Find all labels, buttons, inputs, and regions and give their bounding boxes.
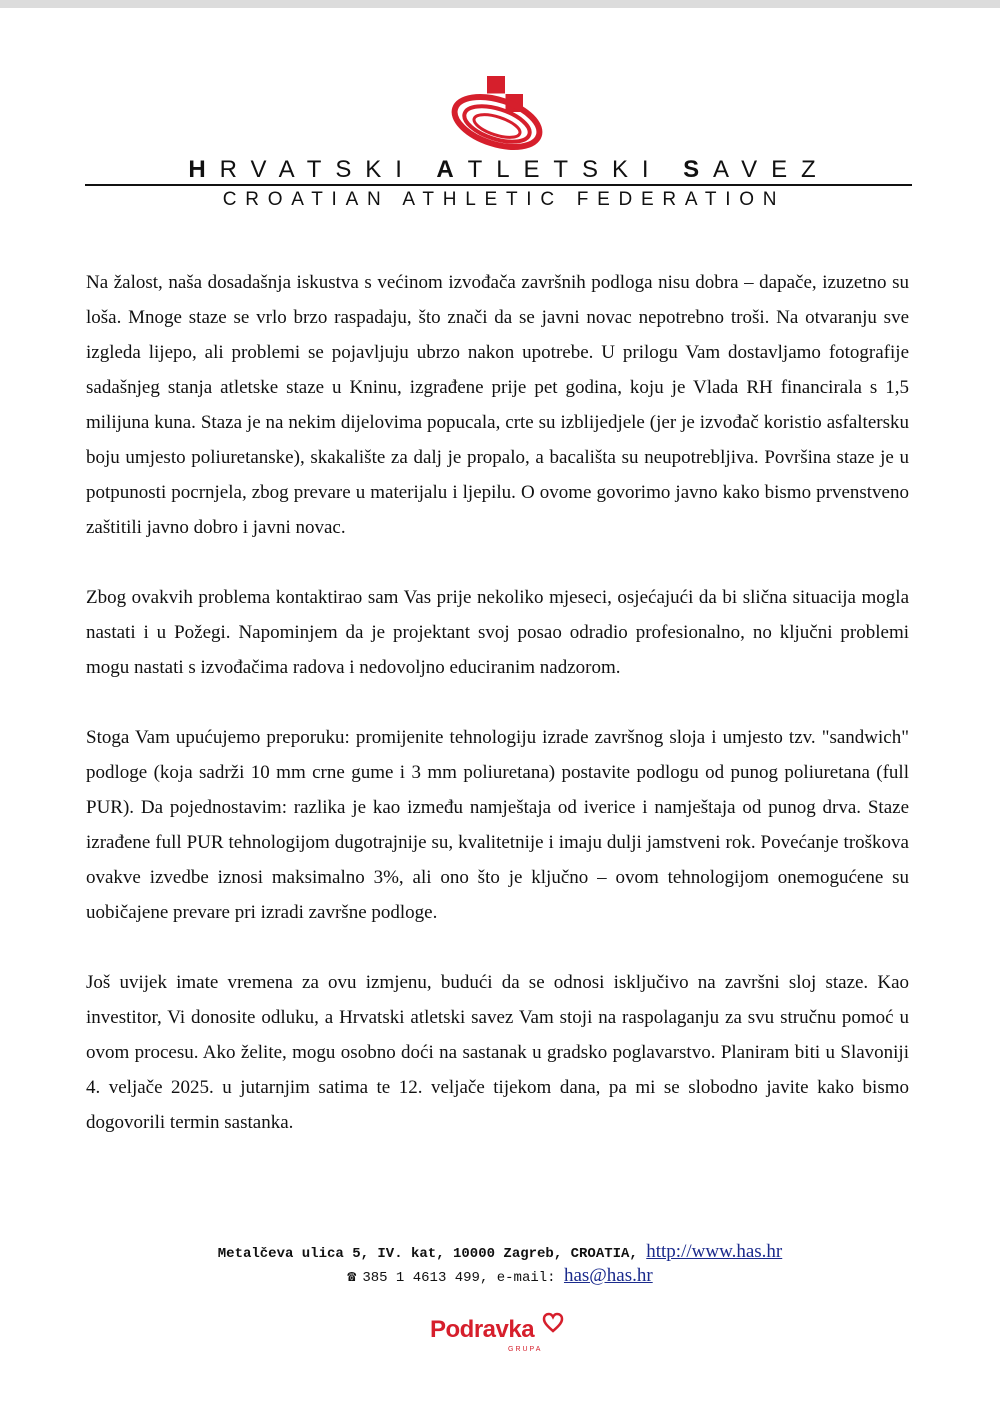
paragraph-2: Zbog ovakvih problema kontaktirao sam Vas prije nekoliko mjeseci, osjećajući da bi slična situacija mogla nastati i u Požegi. Napominjem da je projektant svoj posao odradio profesionalno, no ključni problemi mogu nastati s izvođačima radova i nedovoljno educiranim nadzorom. [86, 587, 909, 678]
paragraph-4: Još uvijek imate vremena za ovu izmjenu, budući da se odnosi isključivo na završni sloj staze. Kao investitor, Vi donosite odluku, a Hrvatski atletski savez Vam stoji na raspolaganju za svu stručnu pomoć u ovom procesu. Ako želite, mogu osobno doći na sastanak u gradsko poglavarstvo. Planiram biti u Slavoniji 4. veljače 2025. u jutarnjim satima te 12. veljače tijekom dana, pa mi se slobodno javite kako bismo dogovorili termin sastanka. [86, 972, 909, 1133]
header-divider [85, 184, 912, 186]
footer-phone: 385 1 4613 499, [362, 1270, 497, 1286]
paragraph-3: Stoga Vam upućujemo preporuku: promijenite tehnologiju izrade završnog sloja i umjesto tzv. "sandwich" podloge (koja sadrži 10 mm crne gume i 3 mm poliuretana) postavite podlogu od punog poliuretana (full PUR). Da pojednostavim: razlika je kao između namještaja od iverice i namještaja od punog drva. Staze izrađene full PUR tehnologijom dugotrajnije su, kvalitetnije i imaju dulji jamstveni rok. Povećanje troškova ovakve izvedbe iznosi maksimalno 3%, ali ono što je ključno – ovom tehnologijom onemogućene su uobičajene prevare pri izradi završne podloge. [86, 727, 909, 923]
paragraph-1: Na žalost, naša dosadašnja iskustva s većinom izvođača završnih podloga nisu dobra – dapače, izuzetno su loša. Mnoge staze se vrlo brzo raspadaju, što znači da se javni novac nepotrebno troši. Na otvaranju sve izgleda lijepo, ali problemi se pojavljuju ubrzo nakon upotrebe. U prilogu Vam dostavljamo fotografije sadašnjeg stanja atletske staze u Kninu, izgrađene prije pet godina, koju je Vlada RH financirala s 1,5 milijuna kuna. Staza je na nekim dijelovima popucala, crte su izblijedjele (jer je izvođač koristio asfaltersku boju umjesto poliuretanske), skakalište za dalj je propalo, a bacališta su neupotrebljiva. Površina staze je u potpunosti pocrnjela, zbog prevare u materijalu i ljepilu. O ovome govorimo javno kako bismo prvenstveno zaštitili javno dobro i javni novac. [86, 272, 909, 538]
website-link[interactable]: http://www.has.hr [646, 1241, 783, 1262]
title-word-3: SAVEZ [683, 156, 830, 183]
federation-title [0, 156, 1000, 184]
heart-icon [542, 1312, 564, 1334]
letter-body [86, 265, 909, 1175]
federation-subtitle: CROATIAN ATHLETIC FEDERATION [222, 189, 786, 210]
footer-contact-line [0, 1265, 1000, 1287]
phone-icon: ☎ [347, 1269, 357, 1286]
sponsor-logo [430, 1312, 570, 1360]
has-logo-icon [447, 72, 547, 156]
top-border [0, 0, 1000, 8]
footer-email-label: e-mail: [496, 1270, 564, 1286]
footer-address: Metalčeva ulica 5, IV. kat, 10000 Zagreb, CROATIA, [217, 1246, 647, 1262]
sponsor-name: Podravka [430, 1316, 535, 1343]
title-word-1: HRVATSKI [188, 156, 416, 183]
email-link[interactable]: has@has.hr [563, 1265, 653, 1286]
title-word-2: ATLETSKI [436, 156, 663, 183]
footer-address-line [0, 1241, 1000, 1263]
sponsor-sub: GRUPA [508, 1346, 543, 1353]
